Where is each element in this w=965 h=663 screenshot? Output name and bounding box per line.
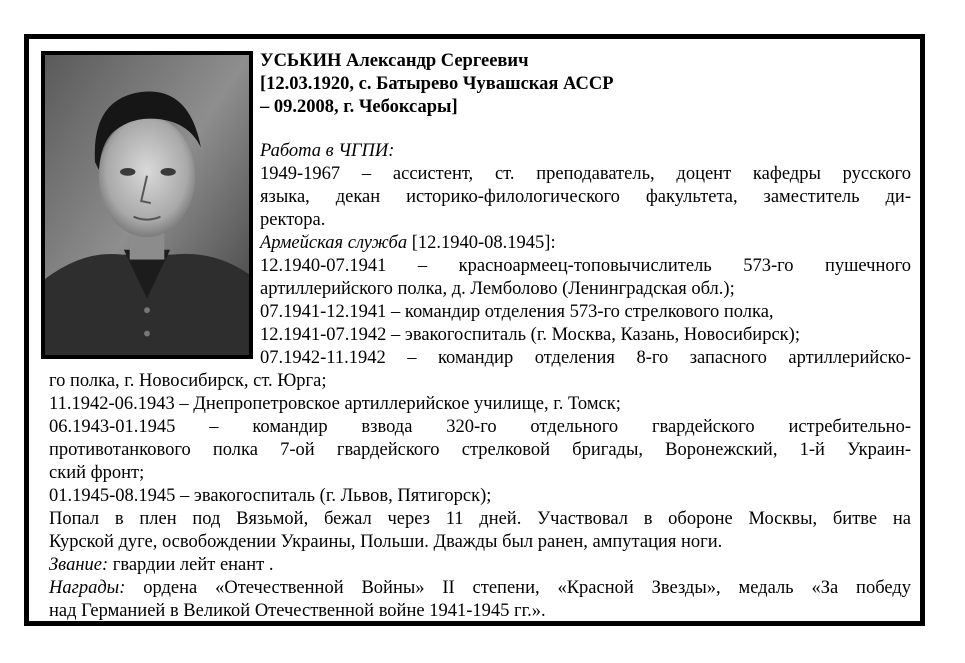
portrait-image: [45, 55, 249, 355]
biography-card: [24, 34, 925, 626]
awards-label: Награды:: [49, 578, 126, 598]
death-info: – 09.2008, г. Чебоксары]: [260, 97, 458, 117]
army-line: го полка, г. Новосибирск, ст. Юрга;: [49, 371, 327, 391]
army-line: 12.1940-07.1941 – красноармеец-топовычислитель 573-го пушечного: [260, 256, 911, 276]
rank-value: гвардии лейт енант .: [108, 555, 274, 575]
army-heading: [260, 232, 911, 254]
army-line: противотанкового полка 7-ой гвардейского стрелковой бригады, Воронежский, 1-й Украин-: [49, 440, 911, 460]
army-line: 07.1941-12.1941 – командир отделения 573-го стрелкового полка,: [260, 302, 774, 322]
army-line: 11.1942-06.1943 – Днепропетровское артиллерийское училище, г. Томск;: [49, 394, 621, 414]
army-period: [12.1940-08.1945]:: [407, 233, 556, 253]
portrait-photo: [41, 51, 253, 359]
work-heading: [260, 140, 911, 162]
awards-line: над Германией в Великой Отечественной войне 1941-1945 гг.».: [49, 601, 546, 621]
work-line: 1949-1967 – ассистент, ст. преподаватель, доцент кафедры русского: [260, 164, 911, 184]
work-label: Работа в ЧГПИ:: [260, 141, 395, 161]
awards-text: ордена «Отечественной Войны» II степени, «Красной Звезды», медаль «За победу: [125, 578, 911, 598]
army-line: 01.1945-08.1945 – эвакогоспиталь (г. Львов, Пятигорск);: [49, 486, 492, 506]
army-line: Попал в плен под Вязьмой, бежал через 11 дней. Участвовал в обороне Москвы, битве на: [49, 509, 911, 529]
army-line: 06.1943-01.1945 – командир взвода 320-го отдельного гвардейского истребительно-: [49, 417, 911, 437]
army-line: 12.1941-07.1942 – эвакогоспиталь (г. Москва, Казань, Новосибирск);: [260, 325, 800, 345]
awards-line: [49, 577, 911, 599]
army-line: 07.1942-11.1942 – командир отделения 8-го запасного артиллерийско-: [260, 348, 911, 368]
army-line: ский фронт;: [49, 463, 145, 483]
person-name: УСЬКИН Александр Сергеевич: [260, 51, 529, 71]
birth-info: [12.03.1920, с. Батырево Чувашская АССР: [260, 74, 614, 94]
work-line: языка, декан историко-филологического факультета, заместитель ди-: [260, 187, 911, 207]
army-label: Армейская служба: [260, 233, 408, 253]
army-line: Курской дуге, освобождении Украины, Польши. Дважды был ранен, ампутация ноги.: [49, 532, 723, 552]
army-line: артиллерийского полка, д. Лемболово (Ленинградская обл.);: [260, 279, 735, 299]
work-line: ректора.: [260, 210, 326, 230]
rank-label: Звание:: [49, 555, 109, 575]
rank-line: [49, 554, 911, 576]
